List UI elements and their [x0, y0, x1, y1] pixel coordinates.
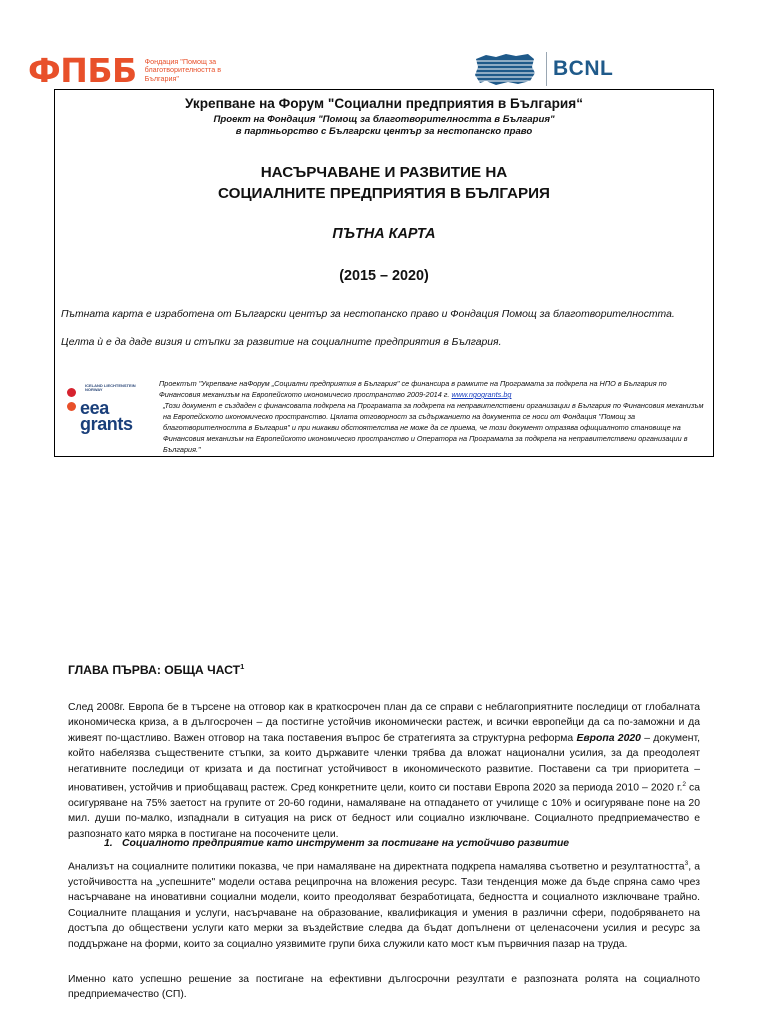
project-line-2: в партньорство с Български център за нестопанско право [235, 126, 533, 137]
funding-notice-2: „Този документ е създаден с финансовата подкрепа на Програмата за подкрепа на неправителствени организации в България по Финансовия механизъм на Европейското икономическо пространство. Цялата отговорност за съдържанието на документа се носи от Фондация "Помощ за благотворителността в България" и при никакви обстоятелства не може да се приема, че този документ отразява официалното становище на Финансовия механизъм на Европейското икономическо пространство и Оператора на Програмата за подкрепа на неправителствени организации в България." [163, 401, 704, 454]
chapter-heading-text: ГЛАВА ПЪРВА: ОБЩА ЧАСТ [68, 663, 241, 678]
intro-paragraph-1: Пътната карта е изработена от Български център за нестопанско право и Фондация Помощ за благотворителността. [61, 309, 675, 320]
logo-separator [546, 52, 547, 86]
roadmap-title: ПЪТНА КАРТА [332, 226, 436, 242]
eea-logo-word-eea: eea [80, 398, 109, 418]
main-title-line-2: СОЦИАЛНИТЕ ПРЕДПРИЯТИЯ В БЪЛГАРИЯ [218, 185, 550, 202]
paragraph-europe-2020 [68, 700, 700, 842]
eea-grants-logo [65, 382, 145, 436]
chapter-heading [68, 662, 244, 677]
subsection-number: 1. [104, 838, 113, 849]
forum-title: Укрепване на Форум "Социални предприятия в България“ [184, 96, 583, 111]
footnote-ref-1[interactable]: 1 [240, 662, 245, 671]
paragraph-europe-2020-part-c: са осигуряване на 75% заетост на групите от 20-60 години, намаляване на отпадането от училище с 10% и осигуряване поне на 20 мил. души по-малко, изпаднали в ситуация на риск от бедност или социално изключване. Социалното предприемачество е разпознато като мярка в постигане на посочените цели. [68, 782, 701, 840]
footnote-ref-3[interactable]: 3 [684, 860, 689, 867]
years-range: (2015 – 2020) [339, 268, 429, 284]
cover-box [54, 89, 714, 457]
intro-paragraph-2: Целта ѝ е да даде визия и стъпки за развитие на социалните предприятия в България. [61, 337, 502, 348]
subsection-heading-text: Социалното предприятие като инструмент за постигане на устойчиво развитие [122, 838, 570, 849]
main-title-line-1: НАСЪРЧАВАНЕ И РАЗВИТИЕ НА [260, 164, 508, 181]
bcnl-logo-name: BCNL [553, 57, 614, 80]
footnote-ref-2[interactable]: 2 [682, 781, 686, 789]
bulgaria-map-icon [472, 51, 538, 87]
fpbb-logo [28, 51, 223, 90]
project-line-1: Проект на Фондация "Помощ за благотворителността в България" [213, 114, 555, 125]
europe-2020-term: Европа 2020 [576, 732, 641, 744]
funding-notice-1 [159, 378, 707, 400]
bcnl-logo [472, 51, 613, 87]
paragraph-analysis [68, 856, 700, 952]
funding-notice-1-text: Проектът "Укрепване наФорум „Социални предприятия в България" се финансира в рамките на Програмата за подкрепа на НПО в България по Финансовия механизъм на Европейското икономическо пространство 2009-2014 г. [159, 379, 667, 399]
main-title [55, 162, 713, 204]
paragraph-social-entrepreneurship: Именно като успешно решение за постигане на ефективни дългосрочни резултати е разпозната ролята на социалното предприемачество (СП). [68, 974, 700, 1001]
eea-logo-countries: ICELAND LIECHTENSTEIN NORWAY [85, 383, 136, 393]
eea-logo-dot-orange [67, 402, 76, 411]
fpbb-logo-subtitle: Фондация "Помощ за благотворителността в България" [144, 56, 222, 83]
fpbb-logo-mark: ФПББ [28, 51, 137, 90]
subsection-heading [104, 838, 569, 849]
ngogrants-link[interactable]: www.ngogrants.bg [451, 390, 512, 399]
paragraph-analysis-part-b: , а устойчивостта на „успешните" модели остава реципрочна на вложения ресурс. Тази тенденция може да бъде спряна само чрез насърчаване на иновативни социални модели, които преодоляват безработицата, бедността и социалното изключване трайно. Социалните плащания и услуги, насърчаване на образование, квалификация и умения в различни сфери, подобряването на достъпа до обществени услуги като мерки за въздействие следва да бъдат допълнени от целенасочени усилия и ресурс за поддържане на форми, които за социално уязвимите групи биха служили като мост към първичния пазар на труда. [68, 861, 700, 950]
eea-logo-dot-red [67, 388, 76, 397]
paragraph-europe-2020-part-a: След 2008г. Европа бе в търсене на отговор как в краткосрочен план да се справи с неблагоприятните последици от глобалната икономическа криза, а в дългосрочен – да постигне устойчив икономически растеж, и всички европейци да са по-заможни и да живеят по-щастливо. Важен отговор на така поставения въпрос бе стратегията за структурна реформа [68, 702, 700, 744]
funding-notice [159, 378, 707, 455]
paragraph-analysis-part-a: Анализът на социалните политики показва, че при намаляване на директната подкрепа намалява съответно и резултатността [68, 861, 685, 873]
paragraph-europe-2020-part-b: – документ, който набелязва съществените стъпки, за които държавите членки трябва да вложат национални усилия, за да преодолеят негативните последици от кризата и да постигнат устойчивост в икономическото развитие. Поставени са три приоритета – иновативен, устойчив и приобщаващ растеж. Сред конкретните цели, които си постави Европа 2020 за периода 2010 – 2020 г. [68, 732, 701, 794]
eea-logo-word-grants: grants [80, 414, 133, 434]
